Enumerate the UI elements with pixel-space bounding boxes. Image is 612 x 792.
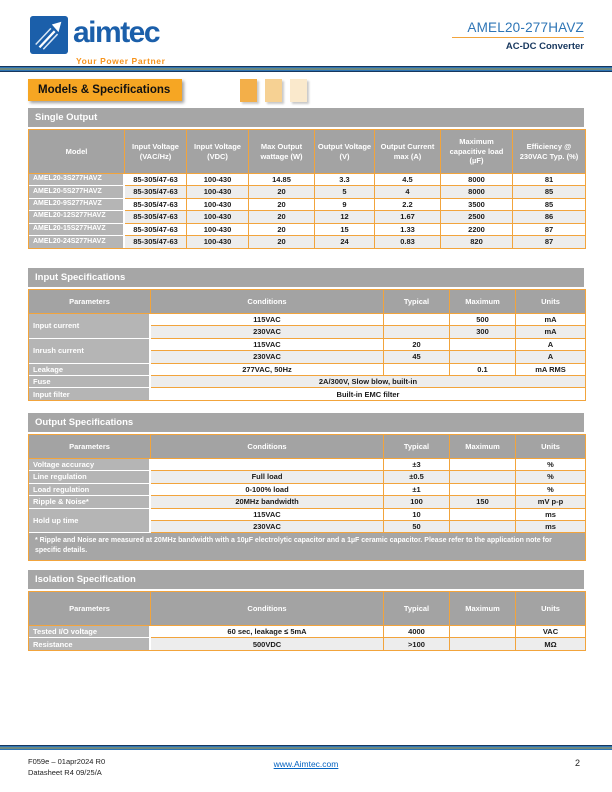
data-cell: 100-430: [187, 186, 249, 198]
column-header-conditions: Conditions: [151, 290, 384, 314]
units-cell: A: [516, 351, 585, 363]
units-cell: MΩ: [516, 638, 585, 650]
units-cell: mV p-p: [516, 496, 585, 508]
product-underline: [452, 37, 584, 38]
model-row: [29, 174, 585, 186]
footer-doc-code: F059e – 01apr2024 R0: [28, 757, 106, 766]
banner-decor-square-3: [290, 79, 307, 102]
column-header-input-vdc: Input Voltage (VDC): [187, 130, 249, 174]
data-cell: 820: [441, 236, 513, 248]
footer-website-link[interactable]: www.Aimtec.com: [273, 759, 339, 769]
typical-cell: [384, 326, 450, 338]
data-cell: 20: [249, 236, 315, 248]
condition-cell: 60 sec, leakage ≤ 5mA: [151, 626, 384, 638]
model-row: [29, 224, 585, 236]
model-cell: AMEL20-3S277HAVZ: [29, 174, 125, 186]
column-header-parameters: Parameters: [29, 592, 151, 626]
data-cell: 2200: [441, 224, 513, 236]
condition-cell: 230VAC: [151, 326, 384, 338]
data-cell: 8000: [441, 186, 513, 198]
units-cell: mA: [516, 314, 585, 326]
data-cell: 4.5: [375, 174, 441, 186]
column-header-maximum: Maximum: [450, 592, 516, 626]
data-cell: 14.85: [249, 174, 315, 186]
column-header-output-current: Output Current max (A): [375, 130, 441, 174]
input-specs-title: Input Specifications: [28, 268, 584, 287]
ripple-noise-footnote: * Ripple and Noise are measured at 20MHz bandwidth with a 10µF electrolytic capacitor and a 1µF ceramic capacitor. Please refer to the application note for specific details.: [29, 533, 585, 559]
data-cell: 15: [315, 224, 375, 236]
output-specs-header-row: [29, 435, 585, 459]
output-specs-table: [28, 434, 586, 561]
data-cell: 20: [249, 224, 315, 236]
model-row: [29, 199, 585, 211]
model-cell: AMEL20-5S277HAVZ: [29, 186, 125, 198]
parameter-cell: Load regulation: [29, 484, 151, 496]
condition-cell: 277VAC, 50Hz: [151, 364, 384, 376]
data-cell: 85-305/47-63: [125, 224, 187, 236]
data-cell: 3500: [441, 199, 513, 211]
data-cell: 85-305/47-63: [125, 186, 187, 198]
typical-cell: 45: [384, 351, 450, 363]
column-header-conditions: Conditions: [151, 435, 384, 459]
page-number: 2: [574, 758, 580, 768]
spec-row: [29, 364, 585, 376]
single-output-section: [28, 108, 584, 249]
data-cell: 1.33: [375, 224, 441, 236]
condition-cell: 0-100% load: [151, 484, 384, 496]
units-cell: ms: [516, 521, 585, 533]
aimtec-logo: [30, 16, 166, 66]
header-divider: [0, 66, 612, 72]
spec-row: [29, 314, 585, 326]
input-specs-header-row: [29, 290, 585, 314]
data-cell: 85-305/47-63: [125, 236, 187, 248]
condition-cell: 230VAC: [151, 351, 384, 363]
column-header-efficiency: Efficiency @ 230VAC Typ. (%): [513, 130, 585, 174]
spec-row: [29, 459, 585, 471]
spanning-value-cell: Built-in EMC filter: [336, 389, 400, 399]
section-banner: Models & Specifications: [28, 79, 182, 101]
column-header-parameters: Parameters: [29, 435, 151, 459]
typical-cell: >100: [384, 638, 450, 650]
typical-cell: 20: [384, 339, 450, 351]
data-cell: 1.67: [375, 211, 441, 223]
spec-row: [29, 638, 585, 650]
typical-cell: 4000: [384, 626, 450, 638]
units-cell: %: [516, 471, 585, 483]
column-header-conditions: Conditions: [151, 592, 384, 626]
maximum-cell: [450, 484, 516, 496]
maximum-cell: [450, 471, 516, 483]
maximum-cell: 0.1: [450, 364, 516, 376]
spec-row: [29, 496, 585, 508]
data-cell: 3.3: [315, 174, 375, 186]
maximum-cell: [450, 521, 516, 533]
data-cell: 100-430: [187, 236, 249, 248]
brand-tagline: Your Power Partner: [76, 56, 166, 66]
typical-cell: [384, 314, 450, 326]
column-header-wattage: Max Output wattage (W): [249, 130, 315, 174]
maximum-cell: 150: [450, 496, 516, 508]
column-header-units: Units: [516, 435, 585, 459]
maximum-cell: [450, 351, 516, 363]
data-cell: 24: [315, 236, 375, 248]
maximum-cell: 500: [450, 314, 516, 326]
column-header-cap-load: Maximum capacitive load (µF): [441, 130, 513, 174]
data-cell: 85-305/47-63: [125, 174, 187, 186]
data-cell: 5: [315, 186, 375, 198]
column-header-parameters: Parameters: [29, 290, 151, 314]
column-header-maximum: Maximum: [450, 290, 516, 314]
maximum-cell: [450, 339, 516, 351]
units-cell: ms: [516, 509, 585, 521]
single-output-table: [28, 129, 586, 249]
parameter-cell: Input filter: [29, 388, 151, 400]
input-specifications-section: [28, 268, 584, 401]
condition-cell: 115VAC: [151, 314, 384, 326]
model-cell: AMEL20-15S277HAVZ: [29, 224, 125, 236]
spec-row: [29, 388, 585, 400]
parameter-cell: Resistance: [29, 638, 151, 650]
model-row: [29, 236, 585, 248]
spec-row: [29, 626, 585, 638]
model-cell: AMEL20-24S277HAVZ: [29, 236, 125, 248]
brand-text: aimtec: [73, 16, 160, 49]
single-output-header-row: [29, 130, 585, 174]
column-header-units: Units: [516, 592, 585, 626]
column-header-input-vac: Input Voltage (VAC/Hz): [125, 130, 187, 174]
column-header-typical: Typical: [384, 592, 450, 626]
spec-row: [29, 376, 585, 388]
spec-row: [29, 509, 585, 521]
parameter-cell: Leakage: [29, 364, 151, 376]
footnote-row: [29, 533, 585, 559]
data-cell: 85-305/47-63: [125, 199, 187, 211]
units-cell: VAC: [516, 626, 585, 638]
spec-row: [29, 339, 585, 351]
condition-cell: Full load: [151, 471, 384, 483]
maximum-cell: [450, 638, 516, 650]
data-cell: 2500: [441, 211, 513, 223]
units-cell: %: [516, 484, 585, 496]
data-cell: 81: [513, 174, 585, 186]
model-row: [29, 211, 585, 223]
output-specifications-section: [28, 413, 584, 561]
units-cell: mA: [516, 326, 585, 338]
parameter-cell: Input current: [29, 314, 151, 339]
output-specs-title: Output Specifications: [28, 413, 584, 432]
spec-row: [29, 471, 585, 483]
condition-cell: 500VDC: [151, 638, 384, 650]
isolation-specification-section: [28, 570, 584, 651]
typical-cell: ±3: [384, 459, 450, 471]
typical-cell: 100: [384, 496, 450, 508]
parameter-cell: Fuse: [29, 376, 151, 388]
spec-row: [29, 484, 585, 496]
data-cell: 20: [249, 186, 315, 198]
condition-cell: [151, 459, 384, 471]
column-header-model: Model: [29, 130, 125, 174]
typical-cell: ±1: [384, 484, 450, 496]
condition-cell: 20MHz bandwidth: [151, 496, 384, 508]
data-cell: 87: [513, 236, 585, 248]
product-title-block: [452, 20, 584, 52]
column-header-output-voltage: Output Voltage (V): [315, 130, 375, 174]
footer-divider: [0, 745, 612, 750]
data-cell: 0.83: [375, 236, 441, 248]
data-cell: 100-430: [187, 211, 249, 223]
units-cell: %: [516, 459, 585, 471]
data-cell: 8000: [441, 174, 513, 186]
column-header-units: Units: [516, 290, 585, 314]
model-cell: AMEL20-9S277HAVZ: [29, 199, 125, 211]
spanning-value-cell: 2A/300V, Slow blow, built-in: [151, 376, 585, 388]
condition-cell: 230VAC: [151, 521, 384, 533]
data-cell: 4: [375, 186, 441, 198]
data-cell: 2.2: [375, 199, 441, 211]
isolation-specs-table: [28, 591, 586, 651]
data-cell: 85: [513, 186, 585, 198]
single-output-title: Single Output: [28, 108, 584, 127]
units-cell: A: [516, 339, 585, 351]
data-cell: 100-430: [187, 199, 249, 211]
maximum-cell: [450, 459, 516, 471]
condition-cell: 115VAC: [151, 509, 384, 521]
parameter-cell: Inrush current: [29, 339, 151, 364]
isolation-specs-header-row: [29, 592, 585, 626]
column-header-maximum: Maximum: [450, 435, 516, 459]
maximum-cell: [450, 509, 516, 521]
model-row: [29, 186, 585, 198]
data-cell: 85-305/47-63: [125, 211, 187, 223]
data-cell: 85: [513, 199, 585, 211]
typical-cell: [384, 364, 450, 376]
footer-datasheet-rev: Datasheet R4 09/25/A: [28, 767, 102, 777]
isolation-specs-title: Isolation Specification: [28, 570, 584, 589]
data-cell: 87: [513, 224, 585, 236]
units-cell: mA RMS: [516, 364, 585, 376]
footer-doc-info: [28, 757, 105, 778]
condition-cell: 115VAC: [151, 339, 384, 351]
product-subtitle: AC-DC Converter: [505, 41, 584, 52]
banner-decor-square-2: [265, 79, 282, 102]
data-cell: 20: [249, 211, 315, 223]
banner-decor-square-1: [240, 79, 257, 102]
typical-cell: 50: [384, 521, 450, 533]
parameter-cell: Tested I/O voltage: [29, 626, 151, 638]
input-specs-table: [28, 289, 586, 401]
maximum-cell: 300: [450, 326, 516, 338]
data-cell: 9: [315, 199, 375, 211]
parameter-cell: Hold up time: [29, 509, 151, 534]
model-cell: AMEL20-12S277HAVZ: [29, 211, 125, 223]
column-header-typical: Typical: [384, 435, 450, 459]
parameter-cell: Line regulation: [29, 471, 151, 483]
column-header-typical: Typical: [384, 290, 450, 314]
parameter-cell: Ripple & Noise*: [29, 496, 151, 508]
typical-cell: ±0.5: [384, 471, 450, 483]
maximum-cell: [450, 626, 516, 638]
typical-cell: 10: [384, 509, 450, 521]
data-cell: 12: [315, 211, 375, 223]
product-name: AMEL20-277HAVZ: [467, 20, 584, 35]
data-cell: 100-430: [187, 224, 249, 236]
parameter-cell: Voltage accuracy: [29, 459, 151, 471]
data-cell: 100-430: [187, 174, 249, 186]
data-cell: 20: [249, 199, 315, 211]
data-cell: 86: [513, 211, 585, 223]
aimtec-logo-icon: [30, 16, 68, 54]
